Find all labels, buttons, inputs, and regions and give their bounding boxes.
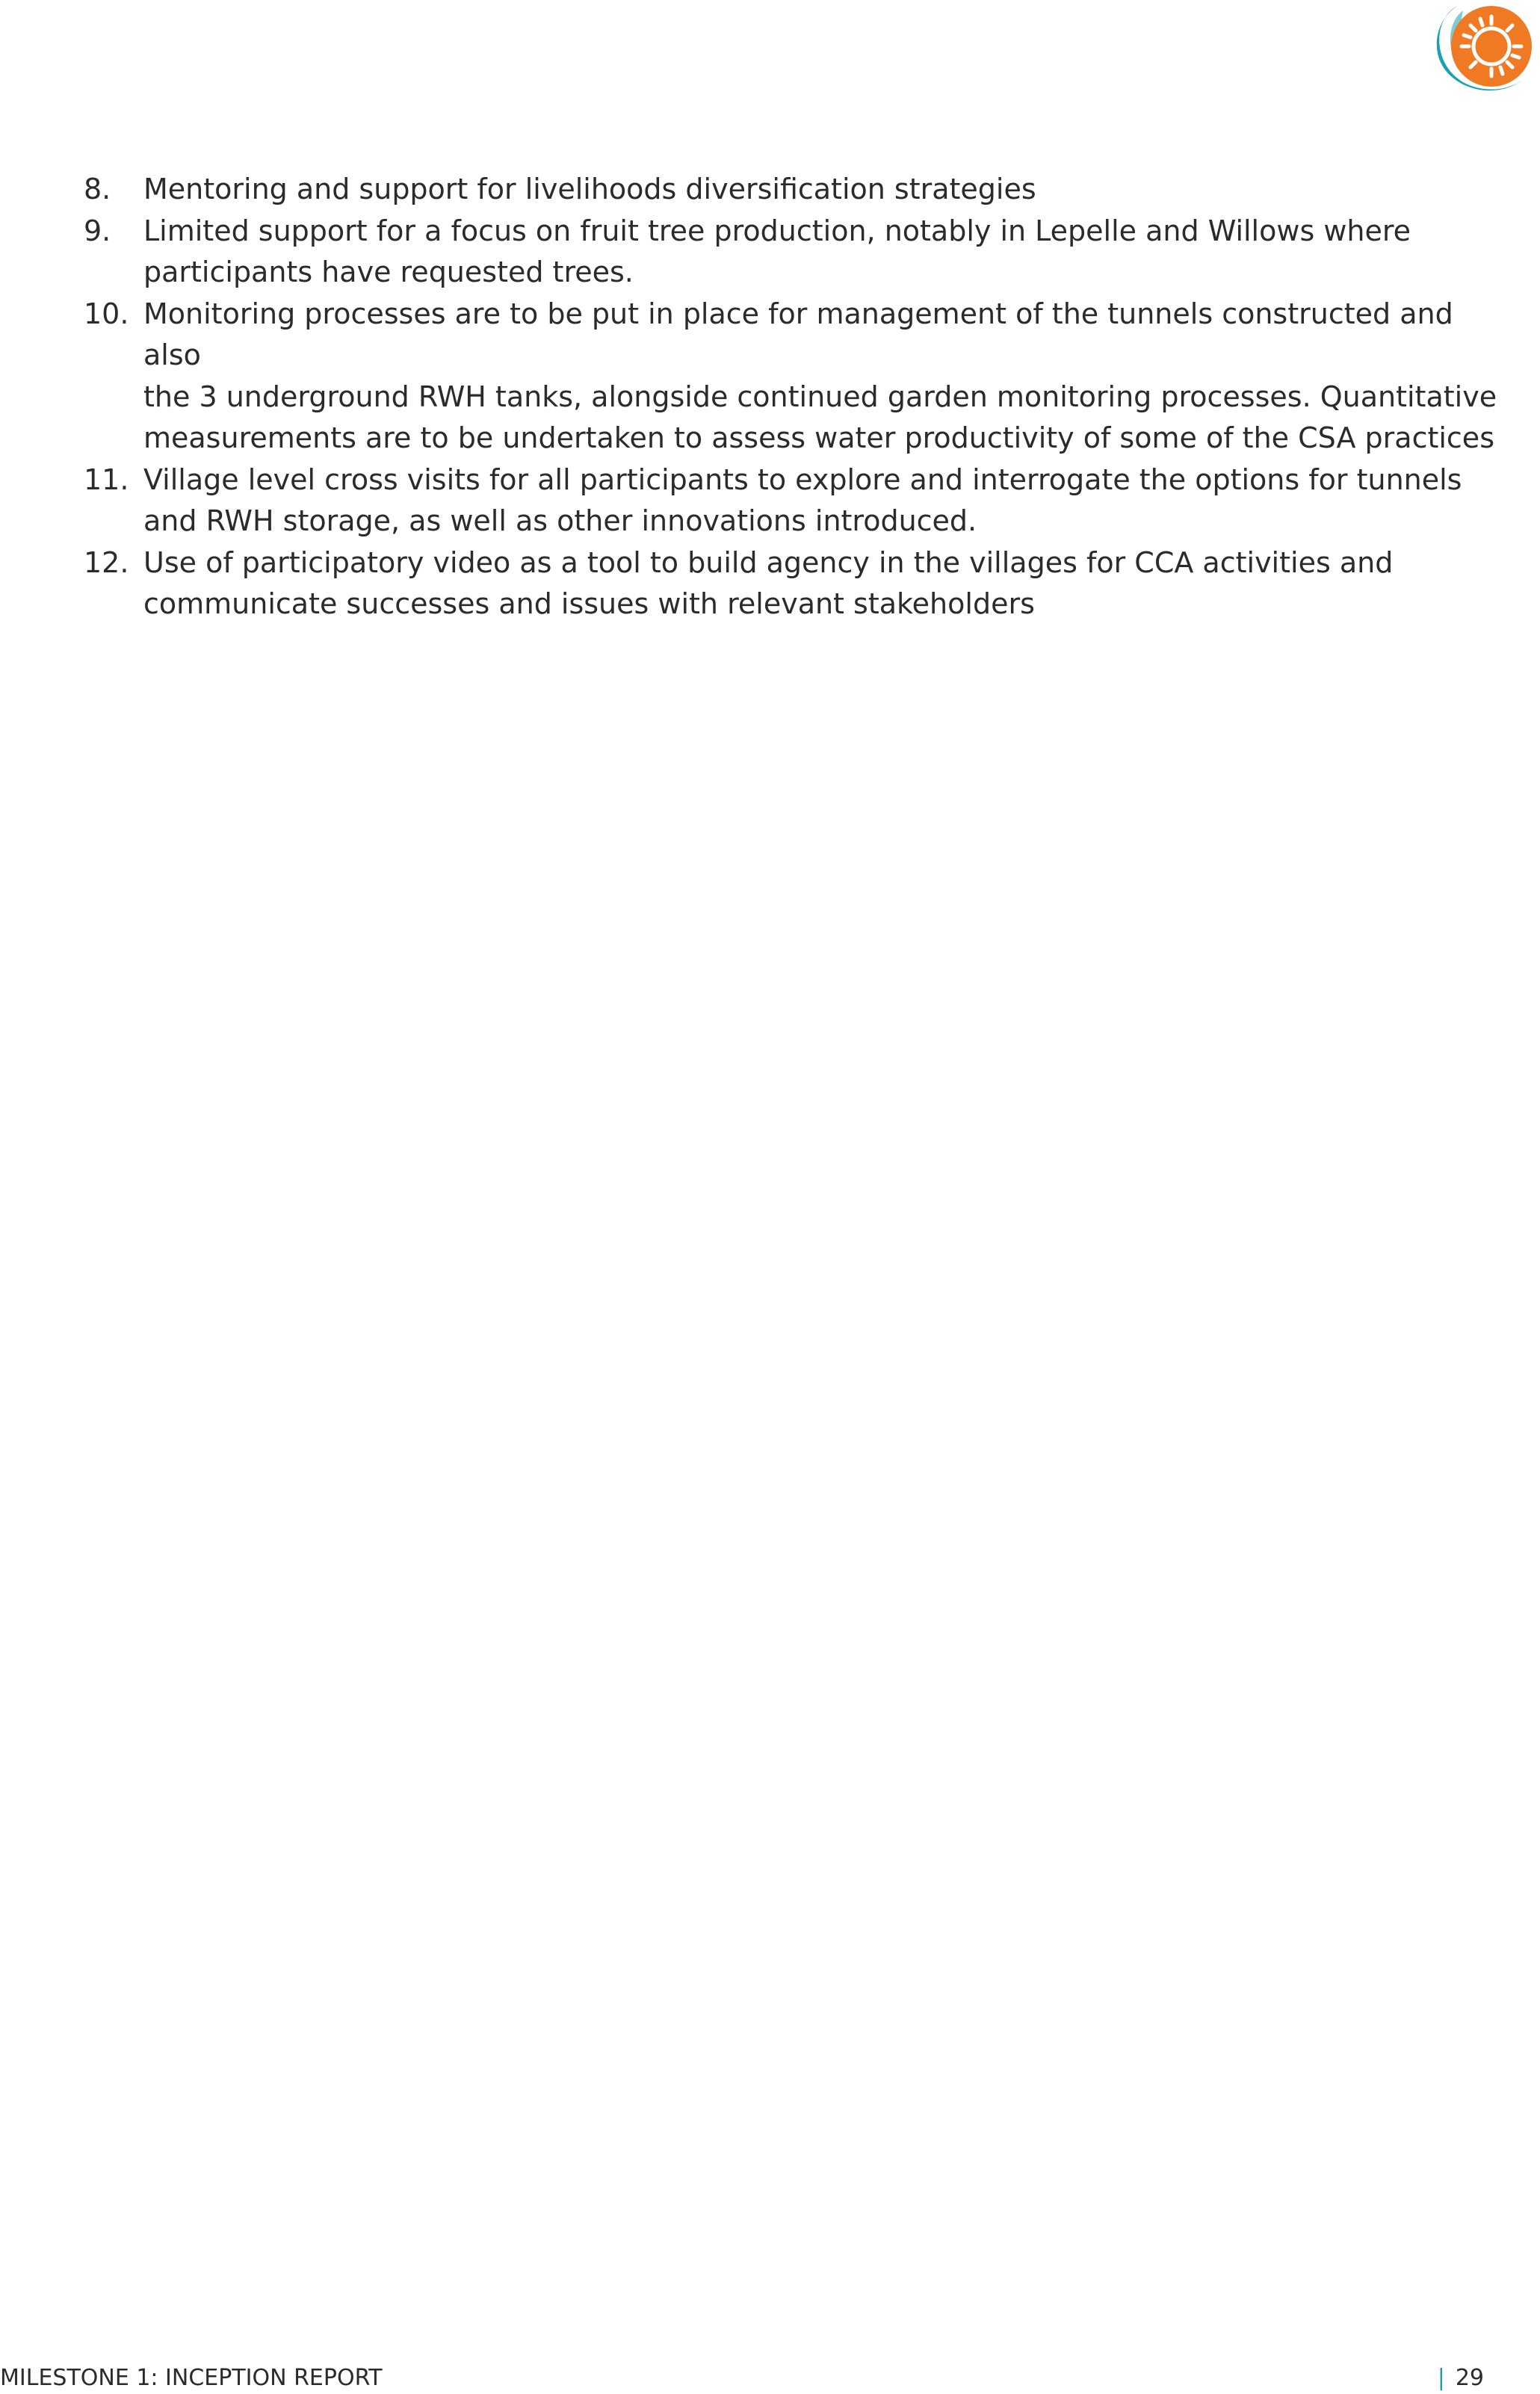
list-item-number: 12. bbox=[84, 545, 129, 579]
sun-logo-icon bbox=[1418, 0, 1538, 108]
list-item bbox=[84, 542, 1503, 625]
list-item-text: Village level cross visits for all participants to explore and interrogate the options for tunnels and RWH storage, as well as other innovations introduced. bbox=[143, 463, 1462, 537]
list-item-number: 11. bbox=[84, 463, 129, 496]
list-item-number: 8. bbox=[84, 173, 111, 205]
numbered-list bbox=[84, 169, 1503, 625]
list-item-text: Mentoring and support for livelihoods diversification strategies bbox=[143, 173, 1036, 205]
page-number: 29 bbox=[1455, 2365, 1484, 2391]
list-item-number: 9. bbox=[84, 214, 111, 247]
list-item-number: 10. bbox=[84, 297, 129, 330]
footer-separator: | bbox=[1437, 2365, 1445, 2391]
footer-page-number-block bbox=[1438, 2366, 1484, 2391]
list-item-text: Use of participatory video as a tool to build agency in the villages for CCA activities and communicate successes and issues with relevant stakeholders bbox=[143, 545, 1394, 620]
footer-report-title: MILESTONE 1: INCEPTION REPORT bbox=[0, 2365, 383, 2391]
list-item bbox=[84, 169, 1503, 211]
list-item-text: Limited support for a focus on fruit tree production, notably in Lepelle and Willows where participants have requested trees. bbox=[143, 214, 1411, 288]
list-item bbox=[84, 211, 1503, 294]
list-item bbox=[84, 294, 1503, 460]
list-item bbox=[84, 460, 1503, 542]
list-item-text: Monitoring processes are to be put in place for management of the tunnels constructed and also the 3 underground RWH tanks, alongside continued garden monitoring processes. Quantitative measurements are to be undertaken to assess water productivity of some of the CSA practices bbox=[143, 297, 1497, 454]
